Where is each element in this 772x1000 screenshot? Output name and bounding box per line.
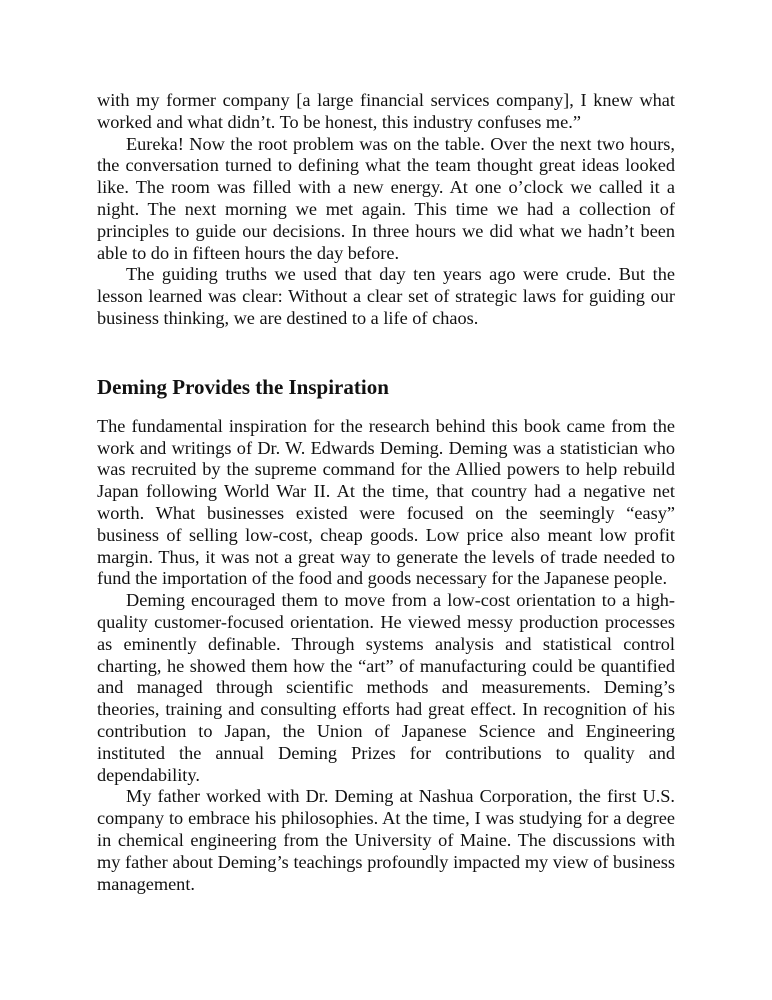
paragraph: Deming encouraged them to move from a low-cost orientation to a high-quality customer-focused orientation. He viewed messy production processes as eminently definable. Through systems analysis and statistical control charting, he showed them how the “art” of manufacturing could be quantified and managed through scientific methods and measurements. Deming’s theories, training and consulting efforts had great effect. In recognition of his contribution to Japan, the Union of Japanese Science and Engineering instituted the annual Deming Prizes for contributions to quality and dependability. [97, 590, 675, 785]
paragraph: My father worked with Dr. Deming at Nashua Corporation, the first U.S. company to embrace his philosophies. At the time, I was studying for a degree in chemical engineering from the University of Maine. The discussions with my father about Deming’s teachings profoundly impacted my view of business management. [97, 786, 675, 894]
paragraph: with my former company [a large financial services company], I knew what worked and what didn’t. To be honest, this industry confuses me.” [97, 90, 675, 132]
section-heading: Deming Provides the Inspiration [97, 374, 389, 399]
paragraph: The fundamental inspiration for the research behind this book came from the work and writings of Dr. W. Edwards Deming. Deming was a statistician who was recruited by the supreme command for the Allied powers to help rebuild Japan following World War II. At the time, that country had a negative net worth. What businesses existed were focused on the seemingly “easy” business of selling low-cost, cheap goods. Low price also meant low profit margin. Thus, it was not a great way to generate the levels of trade needed to fund the importation of the food and goods necessary for the Japanese people. [97, 415, 675, 589]
paragraph: The guiding truths we used that day ten years ago were crude. But the lesson learned was clear: Without a clear set of strategic laws for guiding our business thinking, we are destined to a life of chaos. [97, 264, 675, 328]
document-page [97, 90, 675, 895]
paragraph: Eureka! Now the root problem was on the table. Over the next two hours, the conversation turned to defining what the team thought great ideas looked like. The room was filled with a new energy. At one o’clock we called it a night. The next morning we met again. This time we had a collection of principles to guide our decisions. In three hours we did what we hadn’t been able to do in fifteen hours the day before. [97, 133, 675, 263]
